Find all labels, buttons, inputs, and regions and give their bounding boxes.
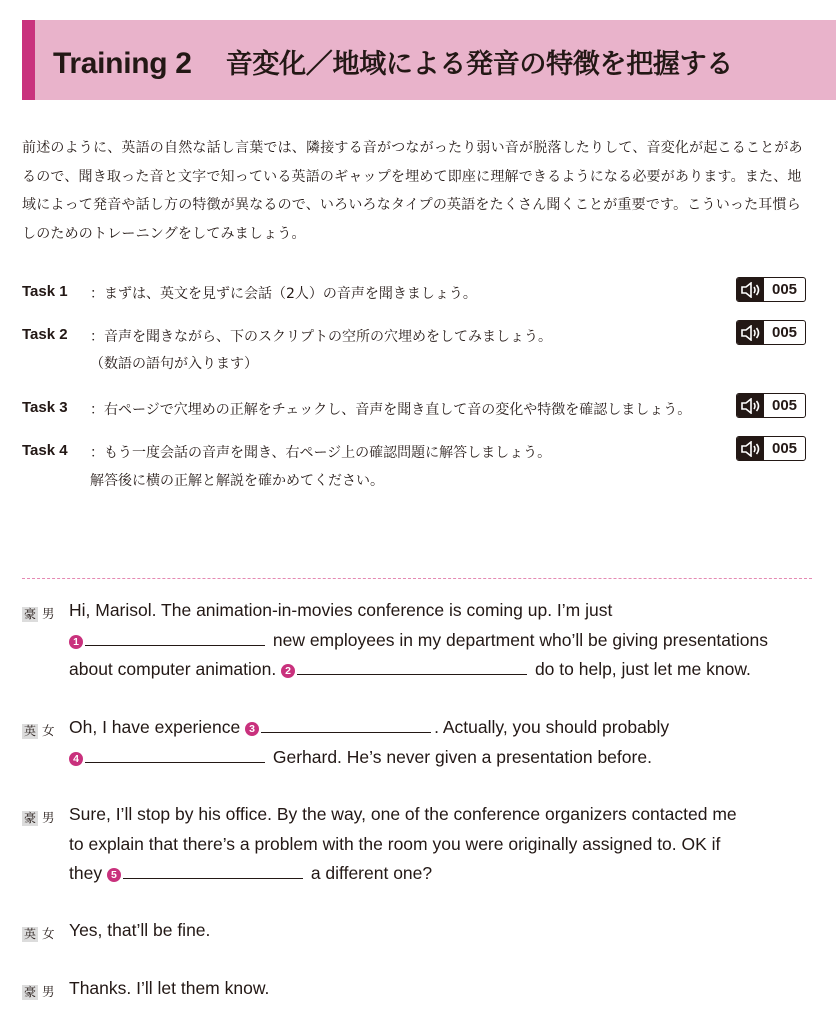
- script-text: Oh, I have experience: [69, 717, 246, 737]
- task-3: [22, 399, 814, 439]
- script-text: Sure, I’ll stop by his office. By the way, one of the conference organizers contacted me: [69, 804, 737, 824]
- page-header: [22, 20, 836, 100]
- answer-blank[interactable]: [123, 860, 303, 879]
- audio-track-button[interactable]: [736, 320, 806, 345]
- script-text: Gerhard. He’s never given a presentation before.: [268, 746, 652, 767]
- speaker-gender: 男: [42, 607, 55, 621]
- speaker-tag: [22, 600, 55, 630]
- speaker-tag: [22, 804, 55, 834]
- answer-blank[interactable]: [261, 714, 431, 733]
- speaker-accent: 豪: [24, 607, 37, 622]
- training-label: Training 2: [53, 47, 192, 80]
- script-text: they: [69, 863, 107, 883]
- speaker-icon: [737, 437, 764, 460]
- task-text: ：もう一度会話の音声を聞き、右ページ上の確認問題に解答しましょう。: [90, 445, 552, 461]
- audio-track-number: 005: [771, 324, 798, 341]
- header-accent-bar: [22, 20, 35, 100]
- task-name: Task 2: [22, 326, 68, 343]
- script-line: [69, 713, 819, 743]
- speaker-accent: 英: [24, 927, 37, 942]
- audio-track-button[interactable]: [736, 393, 806, 418]
- script-text: Hi, Marisol. The animation-in-movies conference is coming up. I’m just: [69, 600, 613, 620]
- task-name: Task 4: [22, 442, 68, 459]
- answer-blank[interactable]: [297, 656, 527, 675]
- task-2: [22, 324, 814, 372]
- script-text: Yes, that’ll be fine.: [69, 920, 211, 940]
- section-divider: [22, 578, 812, 579]
- task-name: Task 3: [22, 399, 68, 416]
- task-note: 解答後に横の正解と解説を確かめてください。: [90, 473, 384, 489]
- task-1: [22, 283, 814, 323]
- speaker-tag: [22, 978, 55, 1008]
- speaker-tag: [22, 920, 55, 950]
- speaker-gender: 女: [42, 724, 55, 738]
- blank-number-icon: 2: [281, 664, 295, 678]
- speaker-gender: 女: [42, 927, 55, 941]
- speaker-icon: [737, 321, 764, 344]
- task-4: [22, 440, 814, 489]
- audio-track-number: 005: [771, 281, 798, 298]
- script-text: to explain that there’s a problem with the room you were originally assigned to. OK if: [69, 833, 721, 854]
- script-line: [69, 596, 819, 626]
- task-text: ：音声を聞きながら、下のスクリプトの空所の穴埋めをしてみましょう。: [90, 329, 552, 345]
- script-text: . Actually, you should probably: [434, 717, 670, 737]
- blank-number-icon: 4: [69, 752, 83, 766]
- answer-blank[interactable]: [85, 744, 265, 763]
- script-text: Thanks. I’ll let them know.: [69, 978, 270, 998]
- speaker-gender: 男: [42, 985, 55, 999]
- script-line: [69, 655, 819, 685]
- task-text: ：まずは、英文を見ずに会話（2人）の音声を聞きましょう。: [90, 286, 477, 302]
- script-line: [69, 800, 819, 830]
- script-text: do to help, just let me know.: [530, 659, 751, 679]
- answer-blank[interactable]: [85, 627, 265, 646]
- task-text: ：右ページで穴埋めの正解をチェックし、音声を聞き直して音の変化や特徴を確認しましょう。: [90, 402, 692, 418]
- script-line: [69, 859, 819, 889]
- speaker-gender: 男: [42, 811, 55, 825]
- script-line: [69, 830, 819, 860]
- speaker-accent: 豪: [24, 811, 37, 826]
- audio-track-button[interactable]: [736, 277, 806, 302]
- script-line: [69, 916, 819, 946]
- script-text: about computer animation.: [69, 659, 282, 679]
- speaker-icon: [737, 278, 764, 301]
- script-text: a different one?: [305, 863, 433, 883]
- script-line: [69, 626, 819, 656]
- script-line: [69, 974, 819, 1004]
- speaker-icon: [737, 394, 764, 417]
- speaker-accent: 英: [24, 724, 37, 739]
- task-note: （数語の語句が入ります）: [90, 356, 258, 372]
- intro-paragraph: 前述のように、英語の自然な話し言葉では、隣接する音がつながったり弱い音が脱落したりして、音変化が起こることがあるので、聞き取った音と文字で知っている英語のギャップを埋めて即座に理解できるようになる必要があります。また、地域によって発音や話し方の特徴が異なるので、いろいろなタイプの英語をたくさん聞くことが重要です。こういった耳慣らしのためのトレーニングをしてみましょう。: [22, 140, 803, 242]
- audio-track-number: 005: [771, 440, 798, 457]
- page-title: [53, 42, 733, 81]
- script-text: new employees in my department who’ll be giving presentations: [268, 629, 768, 650]
- speaker-accent: 豪: [24, 985, 37, 1000]
- blank-number-icon: 1: [69, 635, 83, 649]
- audio-track-button[interactable]: [736, 436, 806, 461]
- audio-track-number: 005: [771, 397, 798, 414]
- blank-number-icon: 5: [107, 868, 121, 882]
- speaker-tag: [22, 717, 55, 747]
- training-title: 音変化／地域による発音の特徴を把握する: [225, 49, 734, 80]
- blank-number-icon: 3: [245, 722, 259, 736]
- script-line: [69, 743, 819, 773]
- task-name: Task 1: [22, 283, 68, 300]
